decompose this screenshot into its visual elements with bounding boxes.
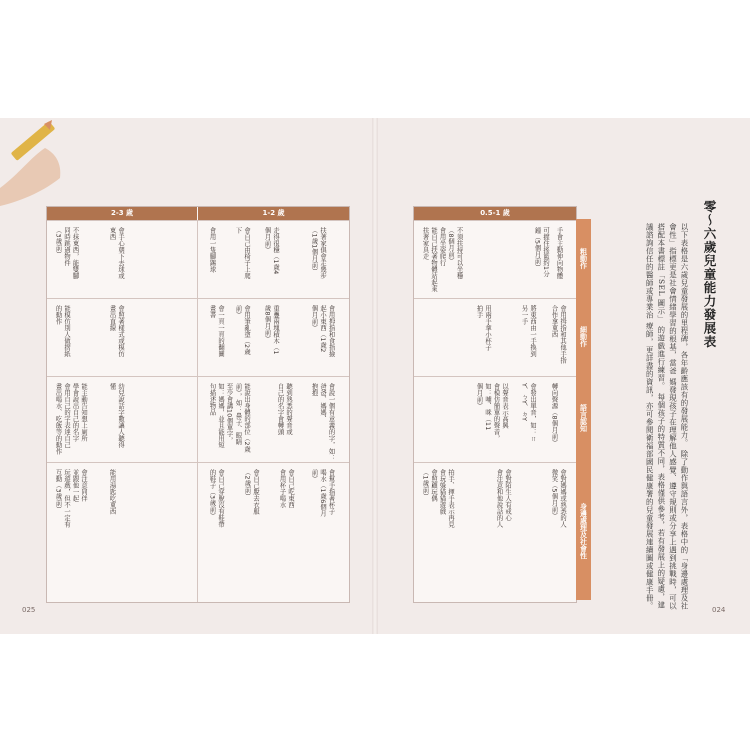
cell: 會自己脫去衣服 （2歲前） (243, 469, 259, 515)
cell: 會用一隻腳踢球 (208, 227, 216, 273)
cell: 會對陌生人有戒心 會注意和他說話的人 (495, 469, 511, 528)
cell: 會自己穿脫沒有鞋帶 的鞋子（3歲前） (208, 469, 224, 528)
cell: 會手心朝下去球或 東西 (108, 227, 124, 279)
table-row (47, 462, 349, 602)
cell: 不須扶持可以坐穩 （8個月前） 會用坐姿爬行 能自己扶著物體站起來 扶著家具走 (421, 227, 463, 292)
row-label-gross-motor: 粗動作 (576, 219, 591, 297)
cell: 轉向聲源（8個月前） (550, 383, 558, 446)
cell: 會用拇指和食指撿 起小東西（1歲2 個月前） (310, 305, 335, 357)
table-row (414, 298, 576, 377)
table-row (414, 376, 576, 463)
cell: 會說一個有意義的字，如： 爸爸、媽媽、 抱抱 (310, 383, 335, 461)
row-label-language: 語言認知 (576, 375, 591, 461)
cell: 手會主動伸向物體 (555, 227, 563, 279)
age-header-0-5-1: 0.5-1 歲 (414, 207, 576, 220)
cell: 能主動告知想上廁所 學會說出自己的名字 會用自己的字表達自己 畫出喝水、吃飯等的動作 (54, 383, 87, 455)
cell: 將東西由一手換到 另一手 (520, 305, 536, 357)
page-title: 零～六歲兒童能力發展表 (702, 200, 717, 349)
book-gutter (372, 118, 378, 634)
cell: 不抹東西，能雙腳 同時跳過物件 （3歲前） (54, 227, 79, 279)
cell: 可握住搖籃約1分 鐘（5個月前） (533, 227, 549, 277)
cell: 會用拇指和其他手指 合作拿東西 (550, 305, 566, 364)
page-number-right: 024 (712, 606, 726, 614)
cell: 能模仿別人做摺紙 的動作 (54, 305, 70, 357)
table-row (47, 298, 349, 377)
cell: 以聲音表示高興 會模仿簡單的聲音， 如：哺、咪（11 個月前） (475, 383, 508, 442)
cell: 至少會講10個單字， 如：媽媽，並且能用短 句描述物品 (208, 383, 233, 448)
cell: 能說出身體的部位（2歲 前），如：鼻子、眼睛 (234, 383, 250, 453)
table-row (47, 376, 349, 463)
left-page-table (46, 206, 350, 603)
cell: 能用湯匙吃東西 (108, 469, 116, 515)
age-header-2-3: 2-3 歲 (47, 207, 197, 220)
cell: 會發出單音，如：ㄇ Y、ㄅY、ㄉY (520, 383, 536, 442)
cell: 幼兒說話字數讓人聽得 懂 (108, 383, 124, 448)
page-number-left: 025 (22, 606, 36, 614)
age-header-1-2: 1-2 歲 (198, 207, 349, 220)
cell: 會自己由椅子上爬 下 (234, 227, 250, 279)
cell: 會照著樣式或模仿 畫出直線 (108, 305, 124, 357)
intro-paragraph: 以下表格是六歲兒童發展的里程碑，各年齡應該有的發展能力。 除了動作與語言外，表格中的「身邊處理及社會性」指標更是社會情緒學習的根基，當爸 媽發現孩子在理解他人感覺、遵守規則或分享上遇到挑戰時，可以搭配本書標註「SEL 圖示」 的遊戲進行練習。 每個孩子的特質不同，表格僅供參考，若有發展上的疑慮，建議諮詢信任的醫師或專業治 療師，更詳盡的資訊，亦可參閱衛福部國民健康署的兒童發展連續圖或健康手冊。 (645, 223, 689, 610)
row-label-fine-motor: 細動作 (576, 297, 591, 375)
cell: 會幫手指著杯子 喝水（1歲6個月 前） (310, 469, 335, 517)
cell: 會對媽媽或熟悉的人 微笑（5個月前） (550, 469, 566, 528)
cell: 聽到熟悉的聲音或 自己的名字會轉頭 (276, 383, 292, 435)
cell: 會注意同伴 並跟他一起 玩遊戲，但不一定有 互動（3歲前） (54, 469, 87, 528)
table-row (414, 220, 576, 299)
row-label-social: 身邊處理及社會性 (576, 461, 591, 600)
cell: 扶著家俱會走幾步 （1歲1個月前） (310, 227, 326, 279)
cell: 用兩手拿小杯子 拍手 (475, 305, 491, 351)
cell: 拍手、揮手表示再見 會玩躲貓貓遊戲 會照顧玩偶 （1歲前） (421, 469, 454, 528)
table-row (47, 220, 349, 299)
cell: 走得很穩（1歲4 個月前） (263, 227, 279, 275)
pencil-hand-illustration (0, 118, 80, 208)
cell: 會用筆亂塗（2歲 前） (234, 305, 250, 355)
book-spread (0, 118, 750, 634)
right-page-table (413, 206, 577, 603)
cell: 會自己吃東西 會用杯子喝水 (278, 469, 294, 508)
cell: 會一頁一頁的翻圖 畫書 (208, 305, 224, 357)
table-row (414, 462, 576, 602)
cell: 重疊兩塊積木（1 歲8個月前） (263, 305, 279, 355)
